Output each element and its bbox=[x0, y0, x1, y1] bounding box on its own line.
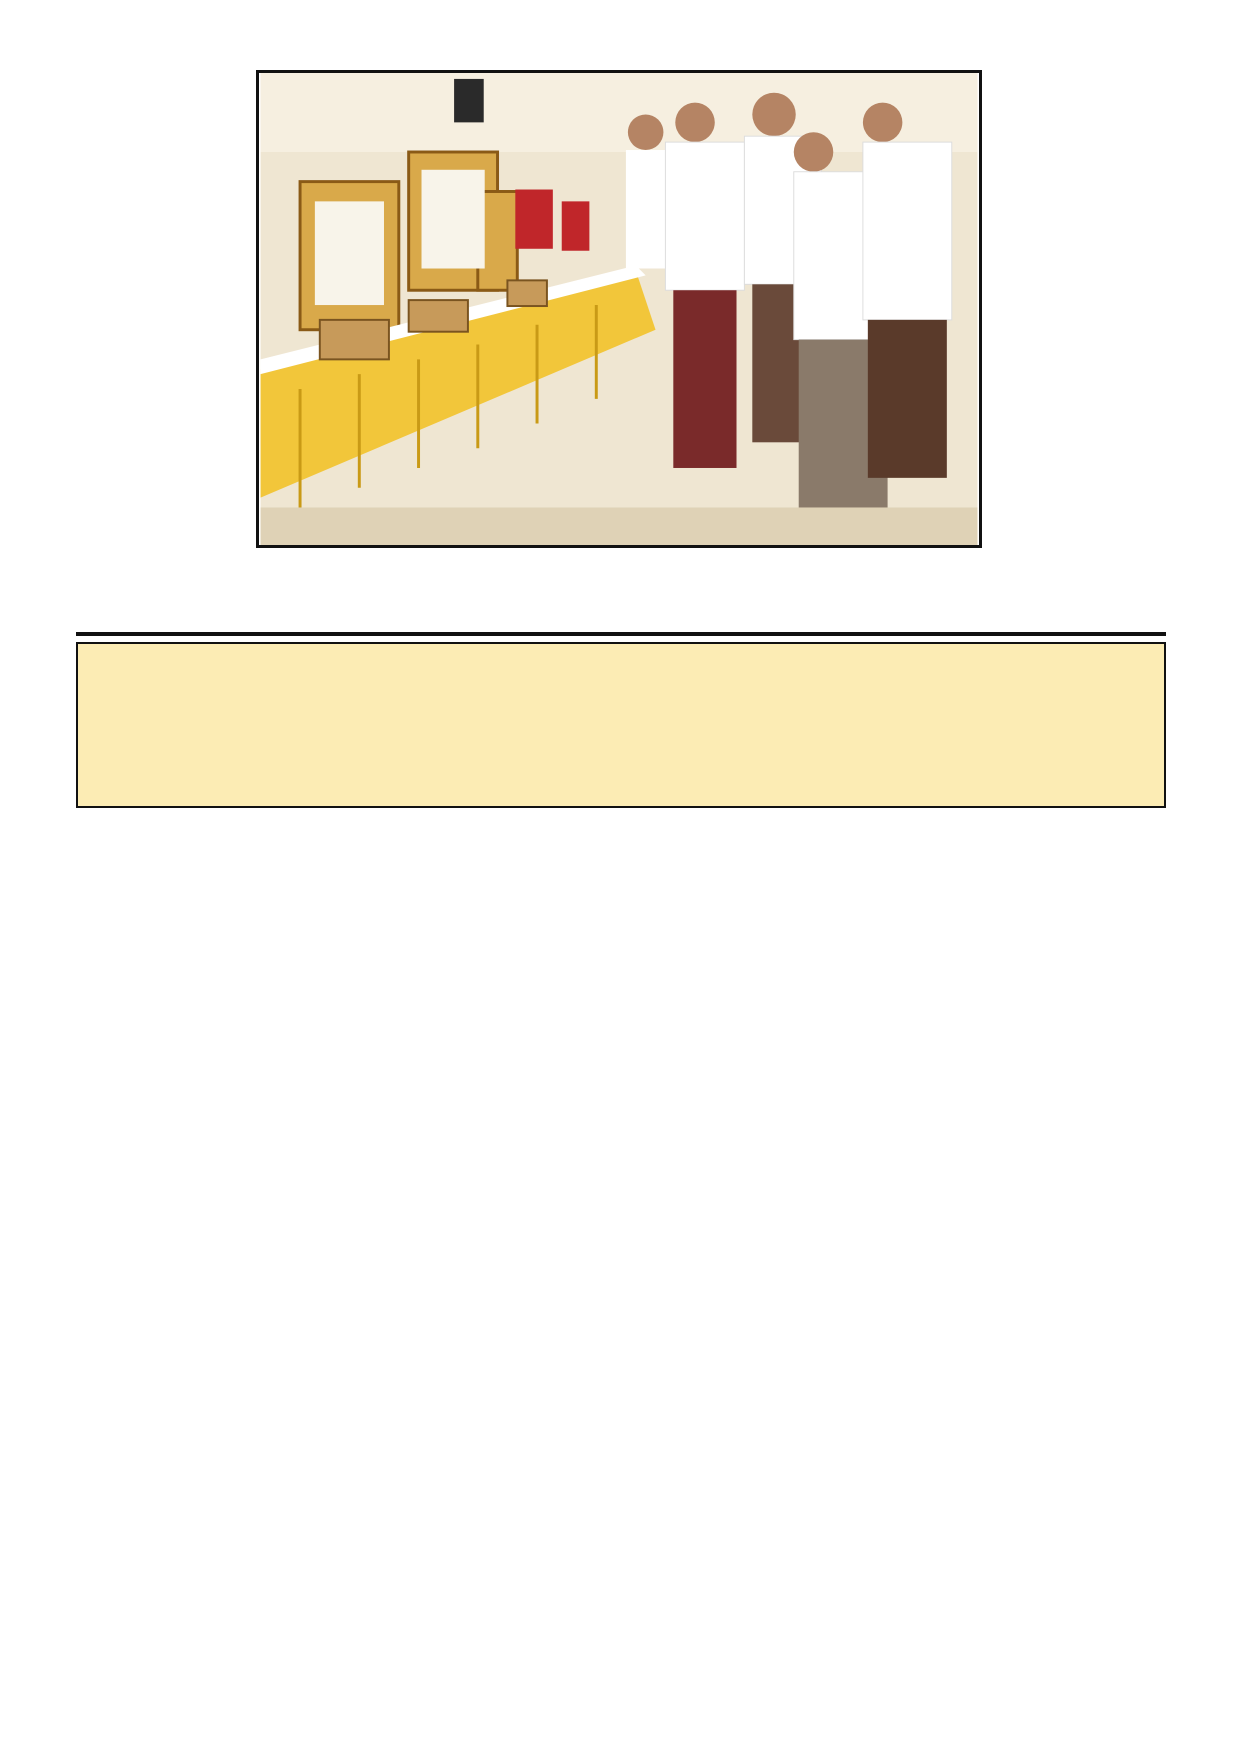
article-column-left bbox=[78, 818, 608, 1678]
divider bbox=[76, 632, 1166, 636]
news-photo bbox=[256, 70, 982, 548]
headline bbox=[76, 642, 1166, 808]
source-line bbox=[804, 1612, 1164, 1646]
photo-exhibition-icon bbox=[259, 73, 979, 545]
page-number bbox=[80, 30, 140, 70]
article-column-right bbox=[648, 818, 1164, 1598]
photo-caption bbox=[170, 566, 1070, 622]
